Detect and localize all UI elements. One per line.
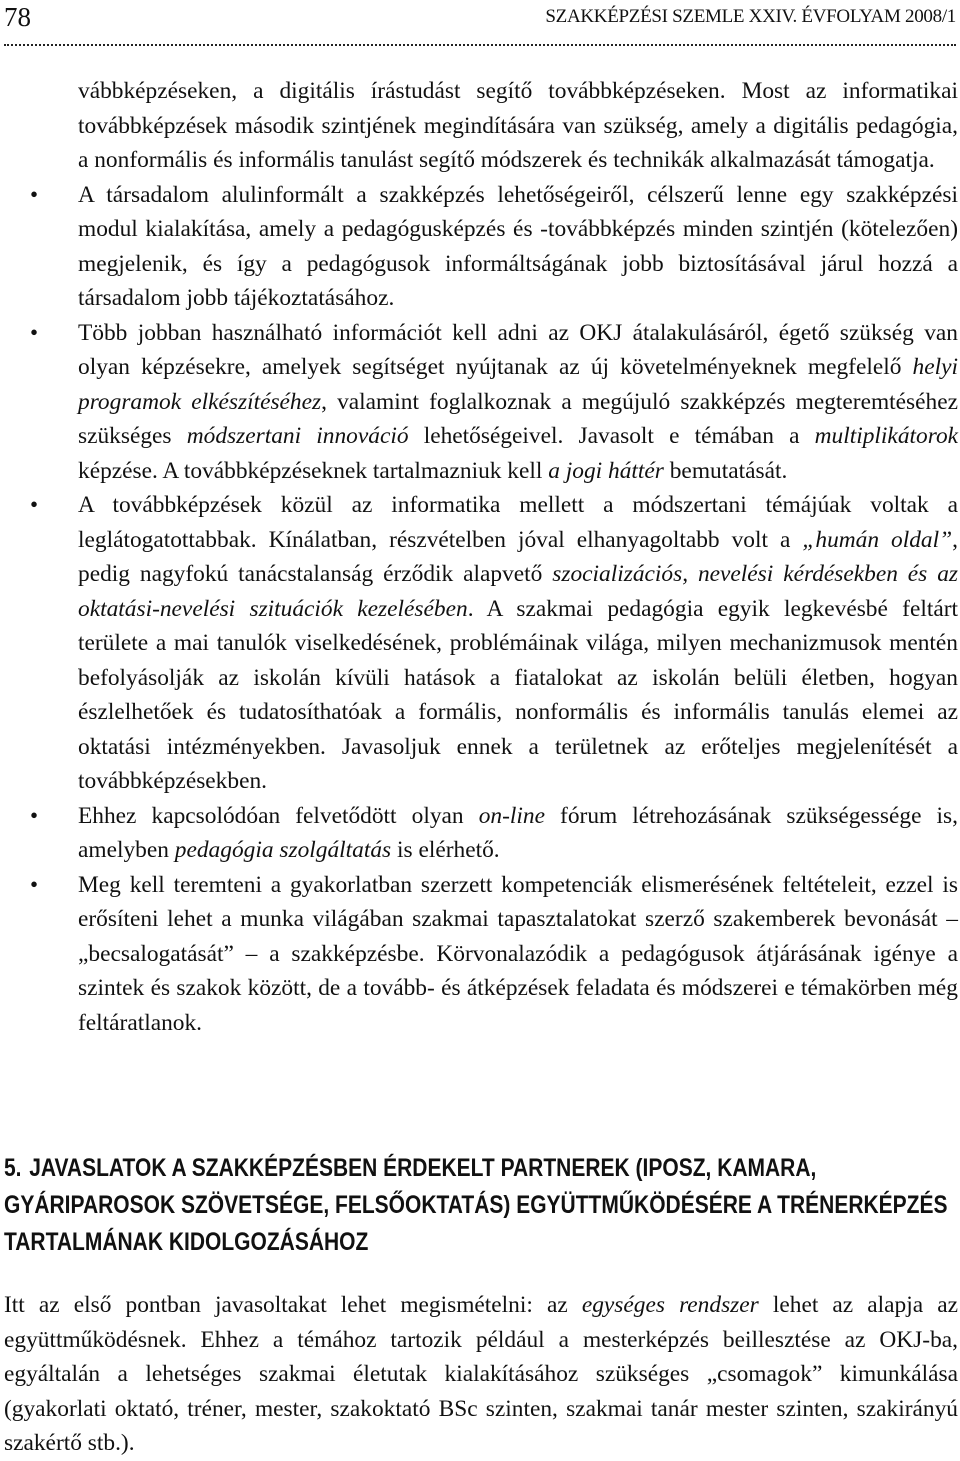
text-run: Több jobban használható információt kell adni az OKJ átalakulásáról, égető szükség van olyan képzésekre, amelyek segítséget nyújtanak az új követelményeknek megfelelő [78,319,958,380]
section-title: JAVASLATOK A SZAKKÉPZÉSBEN ÉRDEKELT PARTNEREK (IPOSZ, KAMARA, GYÁRIPAROSOK SZÖVETSÉGE, FELSŐOKTATÁS) EGYÜTTMŰKÖDÉSÉRE A TRÉNERKÉPZÉS TARTALMÁNAK KIDOLGOZÁSÁHOZ [4,1154,948,1256]
text-run: Itt az első pontban javasoltakat lehet megismételni: az [4,1292,582,1318]
closing-paragraph [4,1288,958,1461]
bullet-text [78,799,958,868]
emphasis-text: multiplikátorok [814,423,959,449]
text-run: A továbbképzések közül az informatika mellett a módszertani témájúak voltak a leglátogatottabbak. Kínálatban, részvételben jóval elhanyagoltabb volt a [78,492,958,553]
bullet-text [78,316,958,489]
text-run: A társadalom alulinformált a szakképzés lehetőségeiről, célszerű lenne egy szakképzési modul kialakítása, amely a pedagógusképzés és -továbbképzés minden szintjén (kötelezően) megjelenik, és így a pedagógusok informáltságának jobb biztosításával járul hozzá a társadalom jobb tájékoztatásához. [78,181,958,311]
bullet-icon: • [30,802,39,828]
page-number: 78 [4,2,31,32]
bullet-text [78,178,958,316]
page-header [0,0,960,48]
text-run: Ehhez kapcsolódóan felvetődött olyan [78,802,479,829]
text-run: is elérhető. [391,837,500,863]
text-run: bemutatását. [663,457,788,484]
body-text [30,74,959,1040]
header-dotted-rule [4,44,956,46]
section-heading [4,1150,953,1261]
section-number: 5. [4,1154,22,1182]
emphasis-text: pedagógia szolgáltatás [174,837,392,863]
bullet-icon: • [30,181,39,207]
text-run: képzése. A továbbképzéseknek tartalmazniuk kell [78,457,549,484]
lead-paragraph: vábbképzéseken, a digitális írástudást segítő továbbképzéseken. Most az informatikai továbbképzések második szintjének megindítására van szükség, amely a digitális pedagógia, a nonformális és informális tanulást segítő módszerek és technikák alkalmazását támogatja. [78,78,958,173]
emphasis-text: szocializációs, nevelési kérdésekben és az oktatási-nevelési szituációk kezelésében [78,561,958,622]
emphasis-text: on-line [478,802,545,829]
emphasis-text: „humán oldal” [802,526,953,553]
text-run: lehet az alapja az együttműködésnek. Ehhez a témához tartozik például a mesterképzés beillesztése az OKJ-ba, egyáltalán a lehetséges szakmai életutak kialakításához szükséges „csomagok” kimunkálása (gyakorlati oktató, tréner, mester, szakoktató BSc szinten, szakmai tanár mester szinten, szakirányú szakértő stb.). [4,1292,958,1456]
bullet-item [30,316,959,489]
text-run: , valamint foglalkoznak a megújuló szakképzés megteremtéséhez szükséges [78,388,958,449]
emphasis-text: a jogi háttér [548,457,664,484]
bullet-icon: • [30,319,39,345]
text-run: fórum létrehozásának szükségessége is, amelyben [78,802,958,863]
bullet-item [30,799,958,868]
text-run: , pedig nagyfokú tanácstalanság érződik alapvető [78,526,958,587]
closing-section [4,1288,958,1461]
bullet-icon: • [30,492,39,517]
text-run: lehetőségeivel. Javasolt e témában a [408,423,815,449]
bullet-text [78,488,958,799]
bullet-item [30,488,959,799]
bullet-icon: • [30,871,39,897]
bullet-item [30,868,958,1041]
bullet-list [30,178,959,1041]
emphasis-text: egységes rendszer [581,1292,759,1318]
bullet-text [78,868,958,1041]
text-run: . A szakmai pedagógia egyik legkevésbé feltárt területe a mai tanulók viselkedésének, problémáinak világa, milyen mechanizmusok mentén befolyásolják az iskolán kívüli hatások a fiatalokat az iskolán belüli életben, hogyan észlelhetőek és tudatosíthatóak a formális, nonformális és informális tanulás elemei az oktatási intézményekben. Javasoljuk ennek a területnek az erőteljes megjelenítését a továbbképzésekben. [78,595,959,794]
emphasis-text: módszertani innováció [186,423,409,449]
section-5 [4,1150,958,1261]
journal-title: SZAKKÉPZÉSI SZEMLE XXIV. ÉVFOLYAM 2008/1 [545,6,956,27]
bullet-item [30,178,958,316]
emphasis-text: helyi programok elkészítéséhez [78,354,958,415]
text-run: Meg kell teremteni a gyakorlatban szerzett kompetenciák elismerésének feltételeit, ezzel is erősíteni lehet a munka világában szakmai tapasztalatokat szerző szakemberek bevonását – „becsalogatását” – a szakképzésbe. Körvonalazódik a pedagógusok átjárásának igénye a szintek és szakok között, de a tovább- és átképzések feladata és módszerei e témakörben még feltáratlanok. [78,871,958,1036]
